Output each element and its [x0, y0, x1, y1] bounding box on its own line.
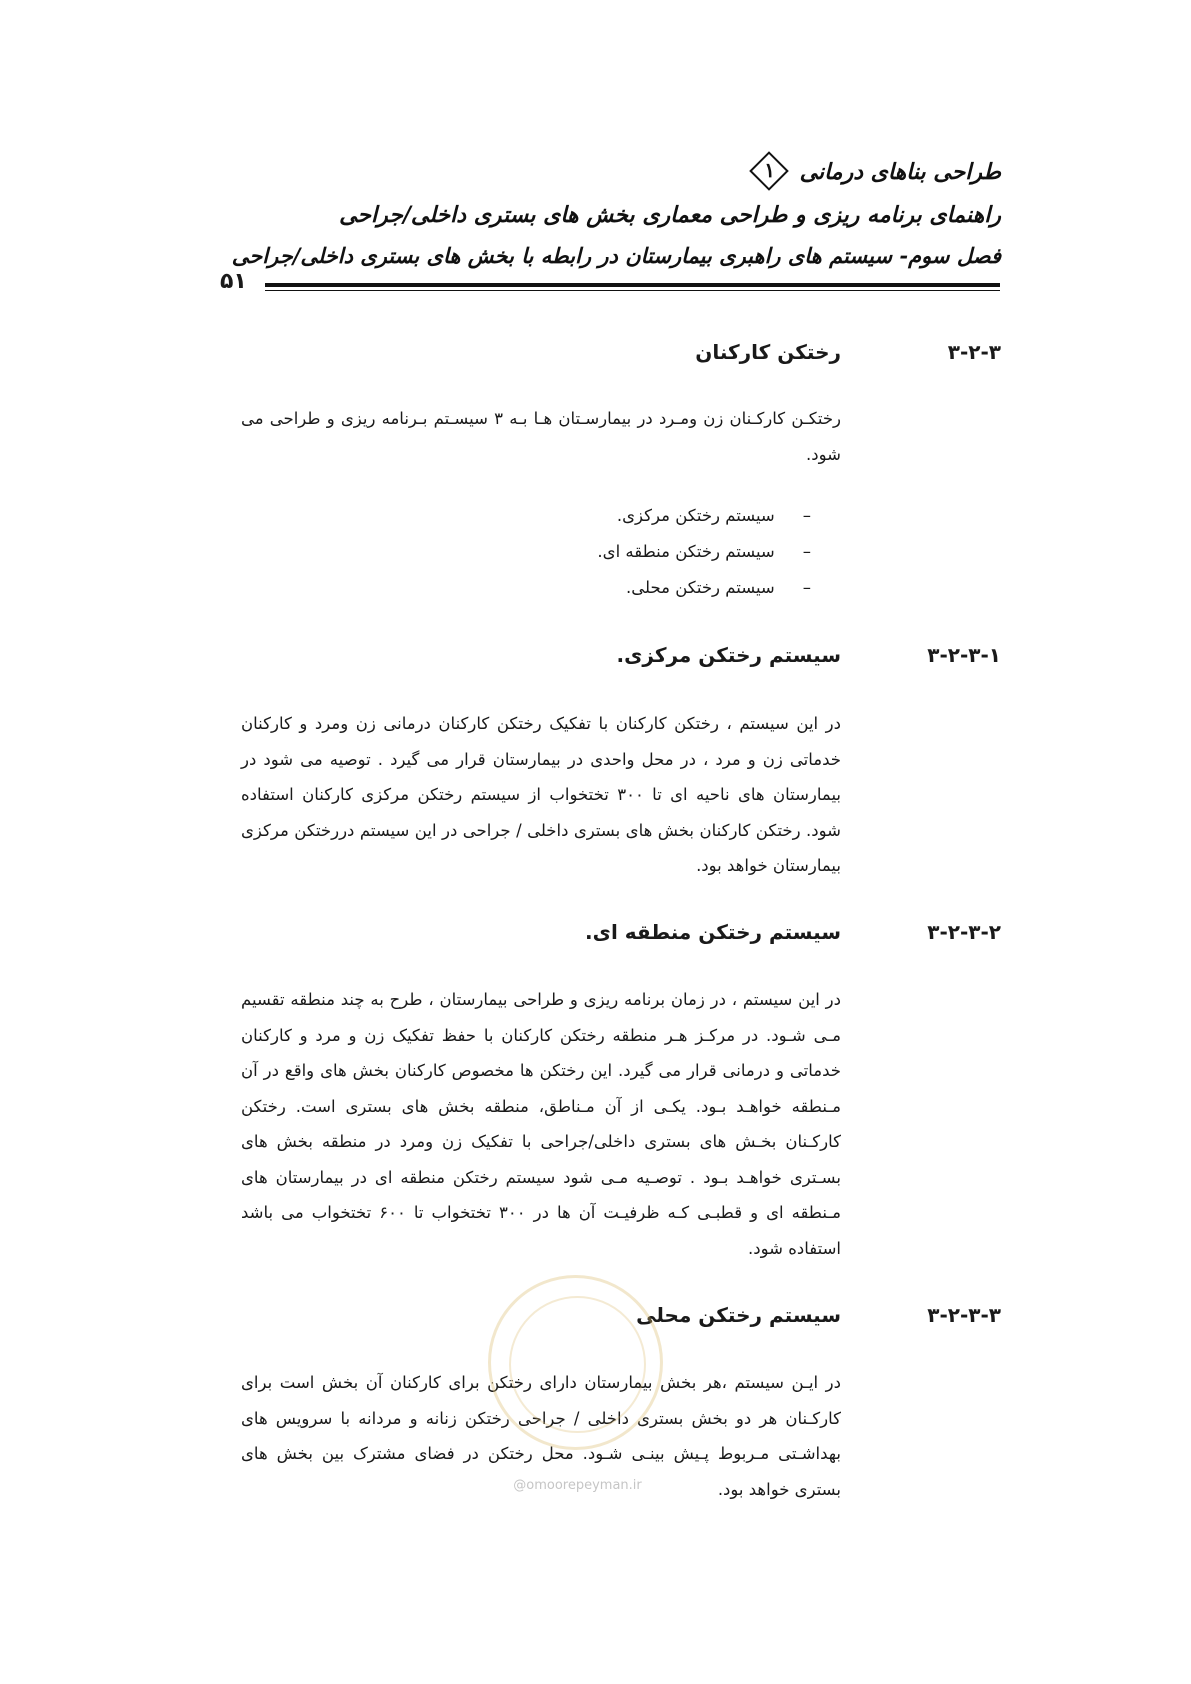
header-rule [265, 283, 1000, 291]
list-item: – سیستم رختکن محلی. [626, 578, 811, 597]
watermark-seal [488, 1275, 663, 1450]
volume-number: ۱ [764, 158, 775, 182]
section-title: سیستم رختکن محلی [636, 1303, 841, 1327]
section-paragraph: در این سیستم ، رختکن کارکنان با تفکیک رختکن کارکنان درمانی زن ومرد و کارکنان خدماتی زن و مرد ، در محل واحدی در بیمارستان قرار می گیرد . توصیه می شود در بیمارستان های ناحیه ای تا ۳۰۰ تختخواب از سیستم رختکن مرکزی کارکنان استفاده شود. رختکن کارکنان بخش های بستری داخلی / جراحی در این سیستم دررختکن مرکزی بیمارستان خواهد بود. [241, 714, 842, 875]
section-number: ۳-۲-۳-۳ [927, 1303, 1001, 1327]
watermark-site: @omoorepeyman.ir [513, 1478, 642, 1493]
section-title: رختکن کارکنان [695, 340, 841, 364]
series-header [748, 150, 1001, 194]
section-title: سیستم رختکن منطقه ای. [585, 920, 841, 944]
page-number: ۵۱ [220, 269, 247, 294]
volume-badge [748, 150, 792, 194]
chapter-title: فصل سوم- سیستم های راهبری بیمارستان در رابطه با بخش های بستری داخلی/جراحی [231, 243, 1001, 268]
section-paragraph: در این سیستم ، در زمان برنامه ریزی و طراحی بیمارستان ، طرح به چند منطقه تقسیم مـی شـود. در مرکـز هـر منطقه رختکن کارکنان با حفظ تفکیک زن و مرد و کارکنان خدماتی و درمانی قرار می گیرد. این رختکن ها مخصوص کارکنان بخش های واقع در آن مـنطقه خواهـد بـود. یکـی از آن مـناطق، منطقه بخش های بستری است. رختکن کارکـنان بخـش های بستری داخلی/جراحی با تفکیک زن ومرد در منطقه بخش های بسـتری خواهـد بـود . توصـیه مـی شود سیستم رختکن منطقه ای در بیمارستان های مـنطقه ای و قطبـی کـه ظرفیـت آن ها در ۳۰۰ تختخواب تا ۶۰۰ تختخواب می باشد استفاده شود. [241, 990, 841, 1258]
section-number: ۳-۲-۳-۱ [927, 643, 1001, 667]
list-item: – سیستم رختکن منطقه ای. [597, 542, 811, 561]
section-number: ۳-۲-۳-۲ [927, 920, 1001, 944]
list-item: – سیستم رختکن مرکزی. [616, 506, 811, 525]
series-title: طراحی بناهای درمانی [799, 159, 1001, 185]
book-title: راهنمای برنامه ریزی و طراحی معماری بخش های بستری داخلی/جراحی [339, 202, 1001, 228]
section-number: ۳-۲-۳ [947, 340, 1001, 364]
section-paragraph: در ایـن سیستم ،هر بخش بیمارستان دارای رختکن برای کارکنان آن بخش است برای کارکـنان هر دو بخش بستری داخلی / جراحی رختکن زنانه و مردانه با سرویس های بهداشـتی مـربوط پـیش بینـی شـود. محل رختکن در فضای مشترک بین بخش های بستری خواهد بود. [241, 1373, 841, 1499]
system-list [597, 498, 811, 606]
section-title: سیستم رختکن مرکزی. [616, 643, 841, 667]
section-paragraph: رختکـن کارکـنان زن ومـرد در بیمارسـتان هـا بـه ۳ سیسـتم بـرنامه ریزی و طراحی می شود. [241, 409, 841, 464]
